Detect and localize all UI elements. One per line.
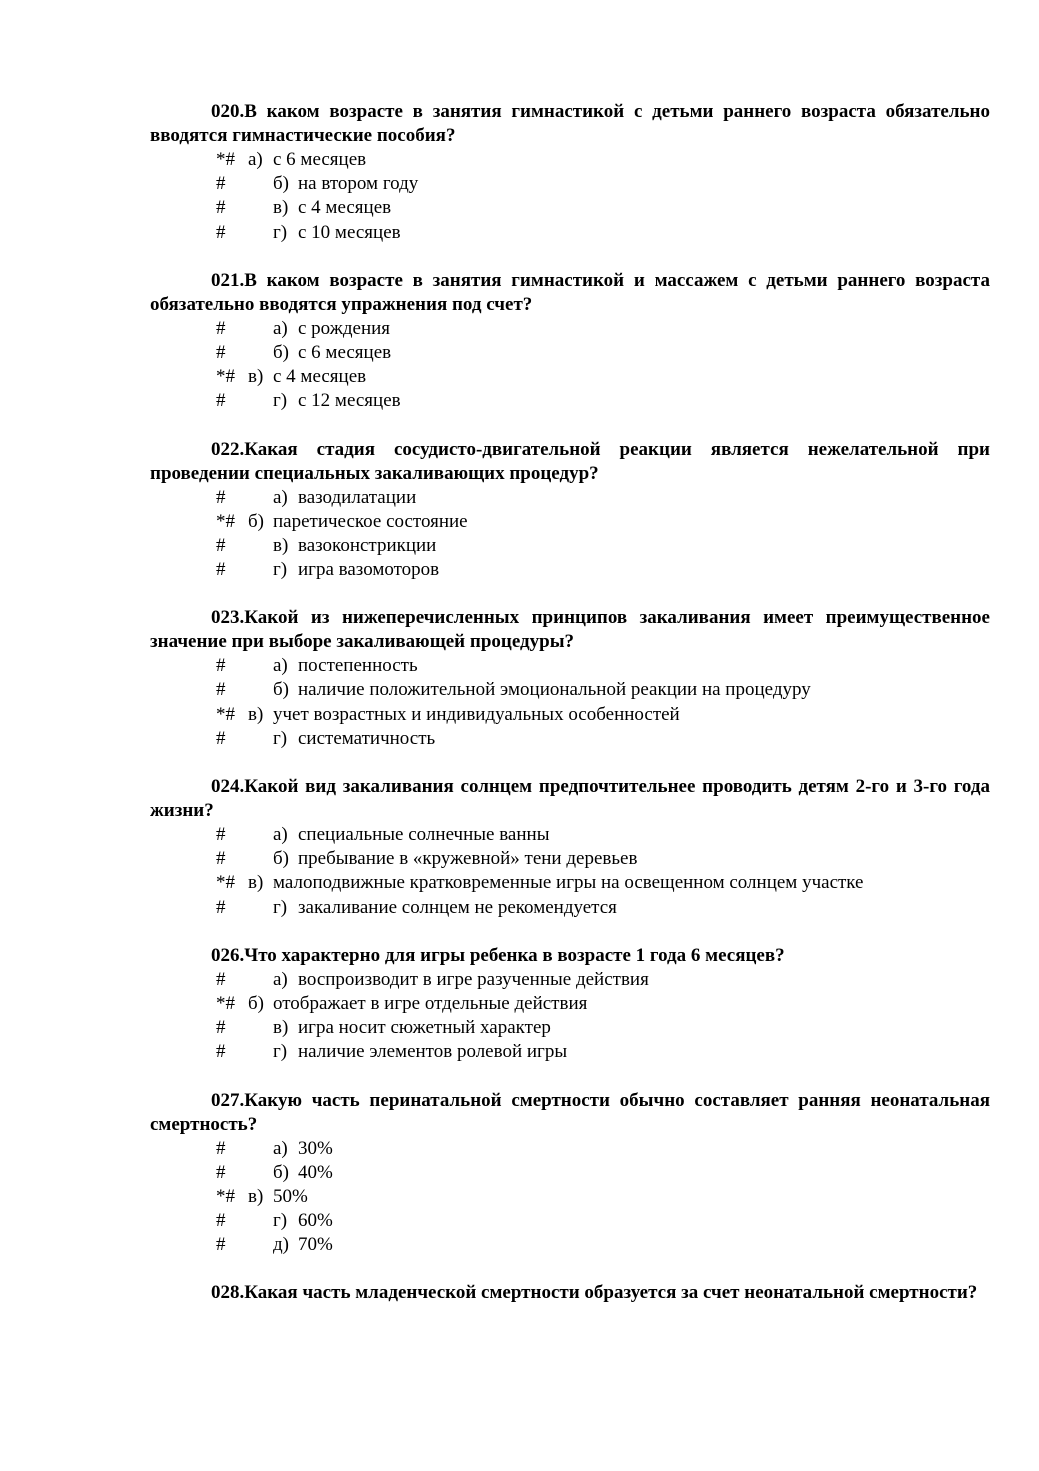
option-text: игра вазомоторов: [298, 559, 440, 581]
option-marker: #: [216, 1137, 226, 1159]
option-marker: #: [216, 679, 226, 701]
answer-option: [150, 823, 990, 847]
question-block: [150, 606, 990, 751]
answer-option-correct: [150, 992, 990, 1016]
option-text: 40%: [298, 1161, 333, 1183]
option-text: учет возрастных и индивидуальных особенностей: [273, 703, 680, 725]
option-text: 60%: [298, 1210, 333, 1232]
answer-option: [150, 389, 990, 413]
question-number: 020.: [211, 101, 245, 122]
answer-option-correct: [150, 510, 990, 534]
question-body: Какая стадия сосудисто-двигательной реакции является нежелательной при проведении специальных закаливающих процедур?: [150, 438, 990, 484]
option-text: 30%: [298, 1137, 333, 1159]
option-text: с рождения: [298, 317, 391, 339]
option-letter: г): [273, 221, 288, 243]
option-marker: #: [216, 197, 226, 219]
option-letter: в): [248, 872, 264, 894]
option-marker: #: [216, 1161, 226, 1183]
question-block: [150, 438, 990, 583]
option-text: специальные солнечные ванны: [298, 824, 550, 845]
question-block: [150, 775, 990, 920]
question-block: [150, 944, 990, 1065]
option-text: вазоконстрикции: [298, 534, 437, 556]
question-text: [150, 269, 990, 317]
answer-option: [150, 1016, 990, 1040]
option-marker: *#: [216, 510, 235, 532]
answer-option: [150, 727, 990, 751]
option-marker: #: [216, 534, 226, 556]
option-text: игра носит сюжетный характер: [298, 1017, 551, 1039]
answer-option: [150, 221, 990, 245]
option-marker: #: [216, 559, 226, 581]
option-letter: а): [273, 824, 288, 845]
answer-option: [150, 1209, 990, 1233]
option-marker: *#: [216, 1185, 235, 1207]
answer-options: [150, 317, 990, 414]
question-text: [150, 438, 990, 486]
option-letter: а): [273, 317, 288, 339]
option-text: 50%: [273, 1185, 308, 1207]
option-marker: #: [216, 848, 226, 870]
option-letter: а): [248, 149, 263, 170]
question-body: Какой вид закаливания солнцем предпочтительнее проводить детям 2-го и 3-го года жизни?: [150, 776, 990, 821]
answer-option-correct: [150, 365, 990, 389]
option-text: с 4 месяцев: [273, 366, 367, 388]
option-letter: б): [273, 679, 289, 701]
option-letter: а): [273, 486, 288, 508]
option-letter: а): [273, 655, 288, 677]
answer-option: [150, 847, 990, 871]
option-text: с 12 месяцев: [298, 390, 401, 412]
answer-option-correct: [150, 1185, 990, 1209]
option-text: с 10 месяцев: [298, 221, 401, 243]
question-text: [150, 944, 990, 968]
option-letter: г): [273, 390, 288, 412]
option-text: пребывание в «кружевной» тени деревьев: [298, 848, 638, 870]
question-text: [150, 606, 990, 654]
answer-option: [150, 196, 990, 220]
option-text: отображает в игре отдельные действия: [273, 992, 588, 1014]
option-letter: а): [273, 1137, 288, 1159]
option-letter: а): [273, 968, 288, 990]
option-text: малоподвижные кратковременные игры на освещенном солнцем участке: [273, 872, 864, 894]
option-marker: #: [216, 1210, 226, 1232]
option-letter: г): [273, 1210, 288, 1232]
answer-options: [150, 823, 990, 920]
answer-options: [150, 654, 990, 751]
question-block: [150, 1089, 990, 1258]
option-text: наличие положительной эмоциональной реакции на процедуру: [298, 679, 811, 701]
question-number: 024.: [211, 776, 245, 797]
question-text: [150, 775, 990, 823]
answer-option: [150, 1233, 990, 1257]
option-text: паретическое состояние: [273, 510, 468, 532]
answer-option: [150, 1040, 990, 1064]
question-number: 022.: [211, 438, 245, 460]
question-number: 021.: [211, 269, 245, 291]
question-body: Какую часть перинатальной смертности обычно составляет ранняя неонатальная смертность?: [150, 1089, 990, 1135]
answer-option: [150, 678, 990, 702]
option-text: с 4 месяцев: [298, 197, 392, 219]
option-marker: #: [216, 968, 226, 990]
answer-option: [150, 317, 990, 341]
option-text: систематичность: [298, 727, 436, 749]
answer-option: [150, 968, 990, 992]
option-marker: #: [216, 341, 226, 363]
answer-option-correct: [150, 871, 990, 895]
answer-option: [150, 1137, 990, 1161]
option-letter: б): [273, 173, 289, 195]
question-block: [150, 100, 990, 245]
answer-options: [150, 1137, 990, 1258]
option-marker: *#: [216, 992, 235, 1014]
option-marker: #: [216, 824, 226, 845]
question-body: Какая часть младенческой смертности образуется за счет неонатальной смертности?: [244, 1282, 978, 1304]
question-number: 026.: [211, 944, 245, 966]
option-marker: #: [216, 655, 226, 677]
option-letter: г): [273, 559, 288, 581]
answer-option: [150, 558, 990, 582]
question-text: [150, 100, 990, 148]
answer-options: [150, 486, 990, 583]
option-marker: *#: [216, 703, 235, 725]
option-letter: в): [248, 703, 264, 725]
question-body: Что характерно для игры ребенка в возрасте 1 года 6 месяцев?: [244, 944, 785, 966]
question-text: [150, 1089, 990, 1137]
question-body: В каком возрасте в занятия гимнастикой и массажем с детьми раннего возраста обязательно вводятся упражнения под счет?: [150, 269, 990, 315]
answer-option: [150, 654, 990, 678]
question-body: В каком возрасте в занятия гимнастикой с детьми раннего возраста обязательно вводятся гимнастические пособия?: [150, 101, 990, 146]
option-marker: *#: [216, 149, 235, 170]
question-block: [150, 269, 990, 414]
option-letter: г): [273, 1041, 288, 1063]
option-letter: в): [273, 534, 289, 556]
question-number: 027.: [211, 1089, 245, 1111]
option-letter: д): [273, 1234, 289, 1256]
answer-option: [150, 1161, 990, 1185]
option-marker: #: [216, 221, 226, 243]
option-letter: б): [273, 341, 289, 363]
option-letter: б): [248, 510, 264, 532]
option-marker: #: [216, 1234, 226, 1256]
answer-option: [150, 486, 990, 510]
answer-option: [150, 534, 990, 558]
option-letter: в): [273, 197, 289, 219]
option-text: на втором году: [298, 173, 419, 195]
option-marker: #: [216, 727, 226, 749]
answer-option: [150, 172, 990, 196]
option-marker: #: [216, 896, 226, 918]
option-marker: #: [216, 1041, 226, 1063]
option-marker: #: [216, 317, 226, 339]
answer-option-correct: [150, 148, 990, 172]
option-text: закаливание солнцем не рекомендуется: [298, 896, 617, 918]
option-text: постепенность: [298, 655, 418, 677]
option-text: воспроизводит в игре разученные действия: [298, 968, 649, 990]
option-text: с 6 месяцев: [273, 149, 367, 170]
option-letter: в): [248, 366, 264, 388]
answer-option-correct: [150, 703, 990, 727]
option-marker: #: [216, 390, 226, 412]
answer-option: [150, 341, 990, 365]
option-letter: б): [248, 992, 264, 1014]
option-letter: б): [273, 848, 289, 870]
question-number: 023.: [211, 607, 245, 629]
question-number: 028.: [211, 1282, 245, 1304]
question-text: [150, 1281, 990, 1305]
option-letter: г): [273, 896, 288, 918]
option-marker: #: [216, 1017, 226, 1039]
option-marker: *#: [216, 366, 235, 388]
answer-options: [150, 968, 990, 1065]
question-block: [150, 1281, 990, 1305]
option-letter: в): [248, 1185, 264, 1207]
option-marker: #: [216, 486, 226, 508]
option-text: вазодилатации: [298, 486, 417, 508]
question-body: Какой из нижеперечисленных принципов закаливания имеет преимущественное значение при выборе закаливающей процедуры?: [150, 607, 990, 653]
answer-options: [150, 148, 990, 245]
option-marker: #: [216, 173, 226, 195]
answer-option: [150, 896, 990, 920]
option-letter: в): [273, 1017, 289, 1039]
option-letter: г): [273, 727, 288, 749]
option-letter: б): [273, 1161, 289, 1183]
option-text: с 6 месяцев: [298, 341, 392, 363]
option-text: наличие элементов ролевой игры: [298, 1041, 568, 1063]
option-marker: *#: [216, 872, 235, 894]
document-page: [150, 100, 990, 1329]
option-text: 70%: [298, 1234, 333, 1256]
